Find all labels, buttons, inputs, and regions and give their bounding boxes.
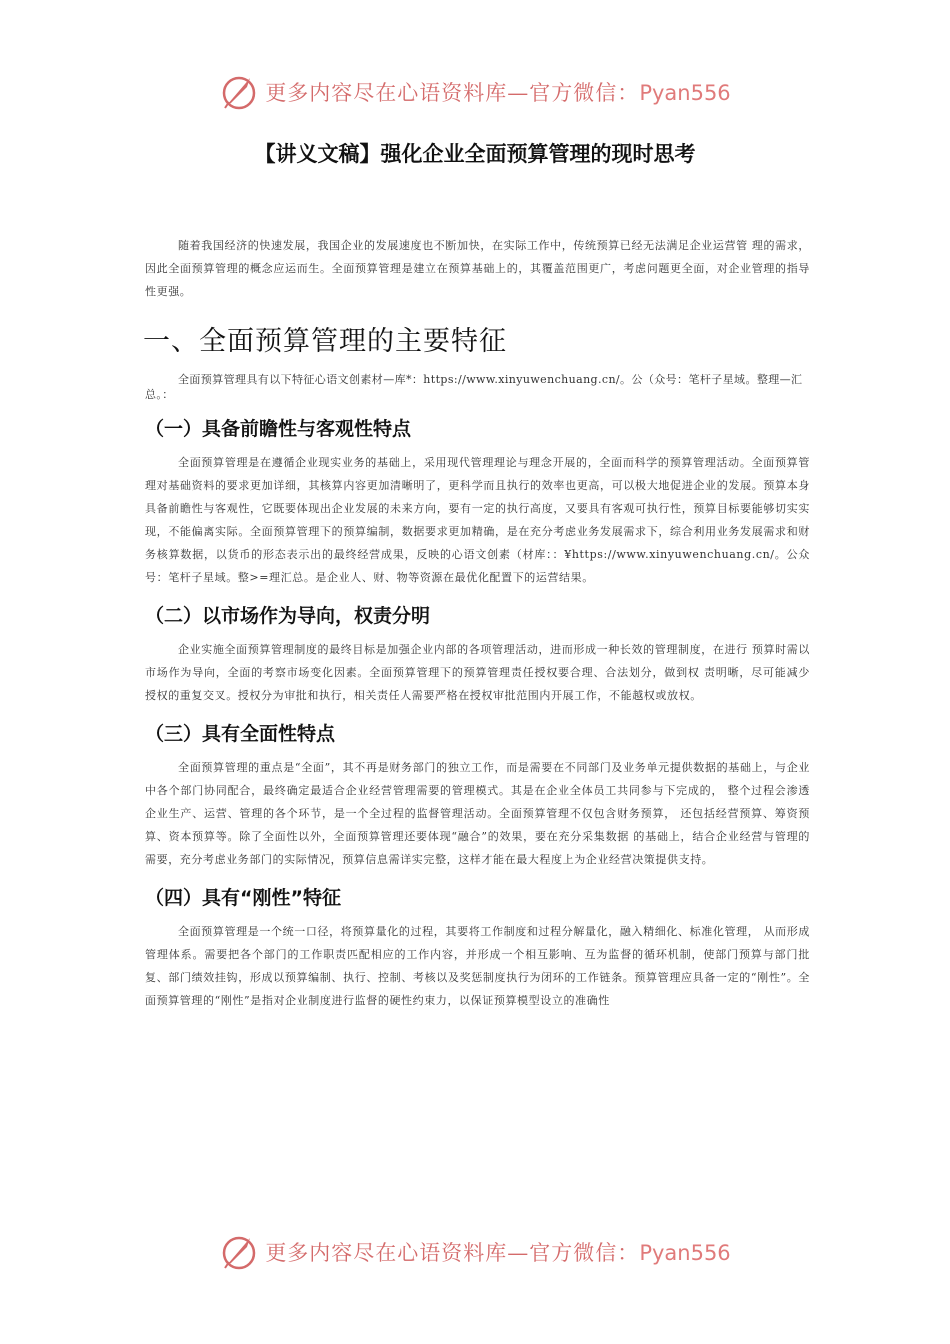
wechat-id: Pyan556 bbox=[639, 1241, 731, 1265]
subsection-heading-2: （二）以市场作为导向，权责分明 bbox=[145, 605, 431, 627]
subsection-body-2: 企业实施全面预算管理制度的最终目标是加强企业内部的各项管理活动，进而形成一种长效的管理制度，在进行 预算时需以市场作为导向，全面的考察市场变化因素。全面预算管理下的预算管理责任授权要合理、合法划分，做到权 责明晰，尽可能减少授权的重复交叉。授权分为审批和执行，相关责任人需要严格在授权审批范围内开展工作，不能越权或放权。 bbox=[145, 643, 810, 702]
watermark-text: 更多内容尽在心语资料库—官方微信：Pyan556 bbox=[265, 81, 731, 105]
document-body bbox=[145, 234, 810, 1012]
document-title: 【讲义文稿】强化企业全面预算管理的现时思考 bbox=[254, 142, 696, 166]
section-heading: 一、全面预算管理的主要特征 bbox=[143, 326, 507, 357]
subsection-body-4: 全面预算管理是一个统一口径，将预算量化的过程，其要将工作制度和过程分解量化，融入精细化、标准化管理， 从而形成管理体系。需要把各个部门的工作职责匹配相应的工作内容，并形成一个相互影响、互为监督的循环机制，使部门预算与部门批复、部门绩效挂钩，形成以预算编制、执行、控制、考核以及奖惩制度执行为闭环的工作链条。预算管理应具备一定的“刚性”。全面预算管理的“刚性”是指对企业制度进行监督的硬性约束力，以保证预算模型设立的准确性 bbox=[145, 925, 810, 1007]
footer-watermark bbox=[0, 1230, 950, 1274]
subsection-heading-3: （三）具有全面性特点 bbox=[145, 723, 336, 745]
section-lead: 全面预算管理具有以下特征心语文创素材—库*：https://www.xinyuwenchuang.cn/。公（众号：笔杆子星域。整理—汇总。： bbox=[145, 373, 803, 401]
subsection-heading-4: （四）具有“刚性”特征 bbox=[145, 887, 341, 909]
subsection-body-3: 全面预算管理的重点是“全面”，其不再是财务部门的独立工作，而是需要在不同部门及业务单元提供数据的基础上，与企业中各个部门协同配合，最终确定最适合企业经营管理需要的管理模式。其是在企业全体员工共同参与下完成的， 整个过程会渗透企业生产、运营、管理的各个环节，是一个全过程的监督管理活动。全面预算管理不仅包含财务预算， 还包括经营预算、筹资预算、资本预算等。除了全面性以外，全面预算管理还要体现“融合”的效果，要在充分采集数据 的基础上，结合企业经营与管理的需要，充分考虑业务部门的实际情况，预算信息需详实完整，这样才能在最大程度上为企业经营决策提供支持。 bbox=[145, 761, 810, 866]
wechat-id: Pyan556 bbox=[639, 81, 731, 105]
intro-paragraph: 随着我国经济的快速发展，我国企业的发展速度也不断加快，在实际工作中，传统预算已经无法满足企业运营管 理的需求，因此全面预算管理的概念应运而生。全面预算管理是建立在预算基础上的，其覆盖范围更广，考虑问题更全面，对企业管理的指导性更强。 bbox=[145, 239, 810, 298]
quill-logo-icon bbox=[219, 1232, 259, 1272]
quill-logo-icon bbox=[219, 72, 259, 112]
subsection-heading-1: （一）具备前瞻性与客观性特点 bbox=[145, 418, 412, 440]
subsection-body-1: 全面预算管理是在遵循企业现实业务的基础上，采用现代管理理论与理念开展的，全面而科学的预算管理活动。全面预算管理对基础资料的要求更加详细，其核算内容更加清晰明了，更科学而且执行的效率也更高，可以极大地促进企业的发展。预算本身具备前瞻性与客观性，它既要体现出企业发展的未来方向，要有一定的执行高度，又要具有客观可执行性，预算目标要能够切实实现，不能偏离实际。全面预算管理下的预算编制，数据要求更加精确，是在充分考虑业务发展需求下，综合利用业务发展需求和财务核算数据，以货币的形态表示出的最终经营成果，反映的心语文创素（材库：：¥https://www.xinyuwenchuang.cn/。公众号：笔杆子星域。整>=理汇总。是企业人、财、物等资源在最优化配置下的运营结果。 bbox=[145, 456, 810, 584]
header-watermark bbox=[0, 70, 950, 114]
watermark-text: 更多内容尽在心语资料库—官方微信：Pyan556 bbox=[265, 1241, 731, 1265]
